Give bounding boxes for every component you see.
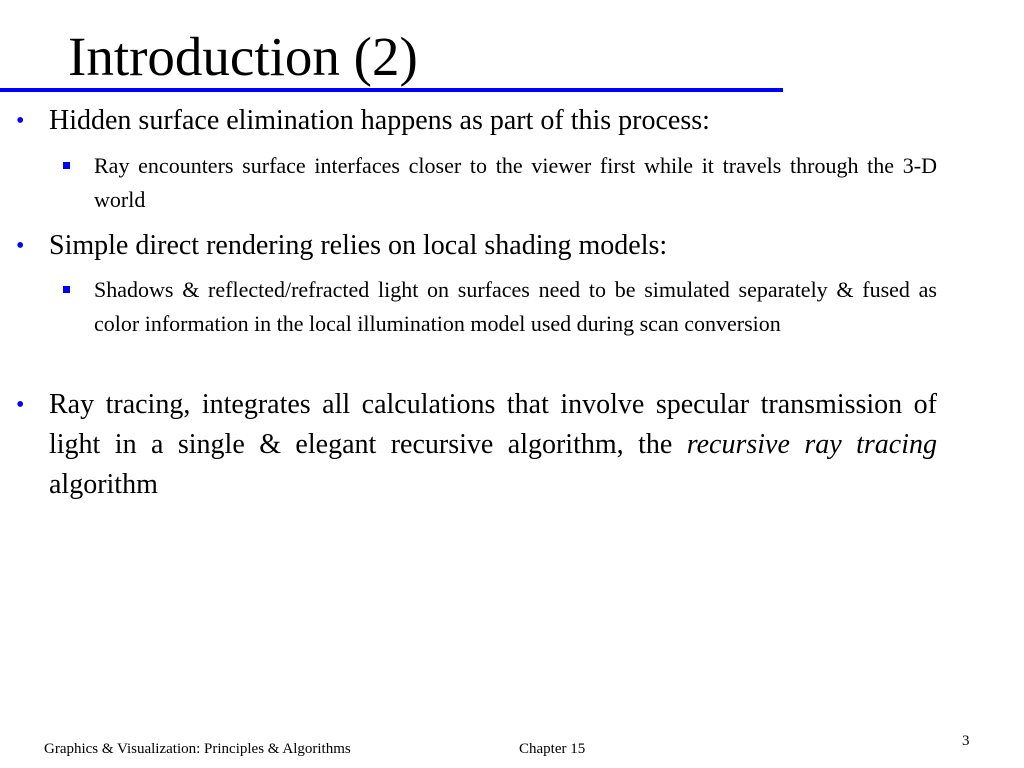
bullet-item-hidden-surface bbox=[16, 101, 937, 141]
bullet-text-start: Ray tracing, integrates all calculations that involve specular transmission of light in a single & elegant recursive algorithm, the bbox=[49, 389, 937, 460]
bullet-marker: • bbox=[16, 108, 25, 134]
footer-chapter: Chapter 15 bbox=[519, 741, 586, 757]
sub-bullet-shadows bbox=[94, 273, 937, 341]
bullet-text: Simple direct rendering relies on local shading models: bbox=[49, 230, 668, 261]
sub-bullet-text: Ray encounters surface interfaces closer to the viewer first while it travels through the 3-D world bbox=[94, 153, 937, 212]
title-underline bbox=[0, 88, 783, 92]
sub-bullet-text: Shadows & reflected/refracted light on surfaces need to be simulated separately & fused as color information in the local illumination model used during scan conversion bbox=[94, 277, 937, 336]
square-bullet-icon bbox=[63, 162, 70, 169]
bullet-marker: • bbox=[16, 233, 25, 259]
bullet-text-emphasis: recursive ray tracing bbox=[686, 429, 937, 460]
page-number: 3 bbox=[962, 733, 970, 749]
footer-book-title: Graphics & Visualization: Principles & Algorithms bbox=[44, 741, 351, 757]
sub-bullet-ray-encounters bbox=[94, 149, 937, 217]
bullet-item-direct-rendering bbox=[16, 226, 937, 266]
bullet-text-end: algorithm bbox=[49, 469, 158, 500]
slide-title: Introduction (2) bbox=[68, 26, 418, 87]
square-bullet-icon bbox=[63, 286, 70, 293]
bullet-text: Hidden surface elimination happens as part of this process: bbox=[49, 105, 710, 136]
bullet-item-ray-tracing bbox=[16, 385, 937, 505]
bullet-marker: • bbox=[16, 392, 25, 418]
